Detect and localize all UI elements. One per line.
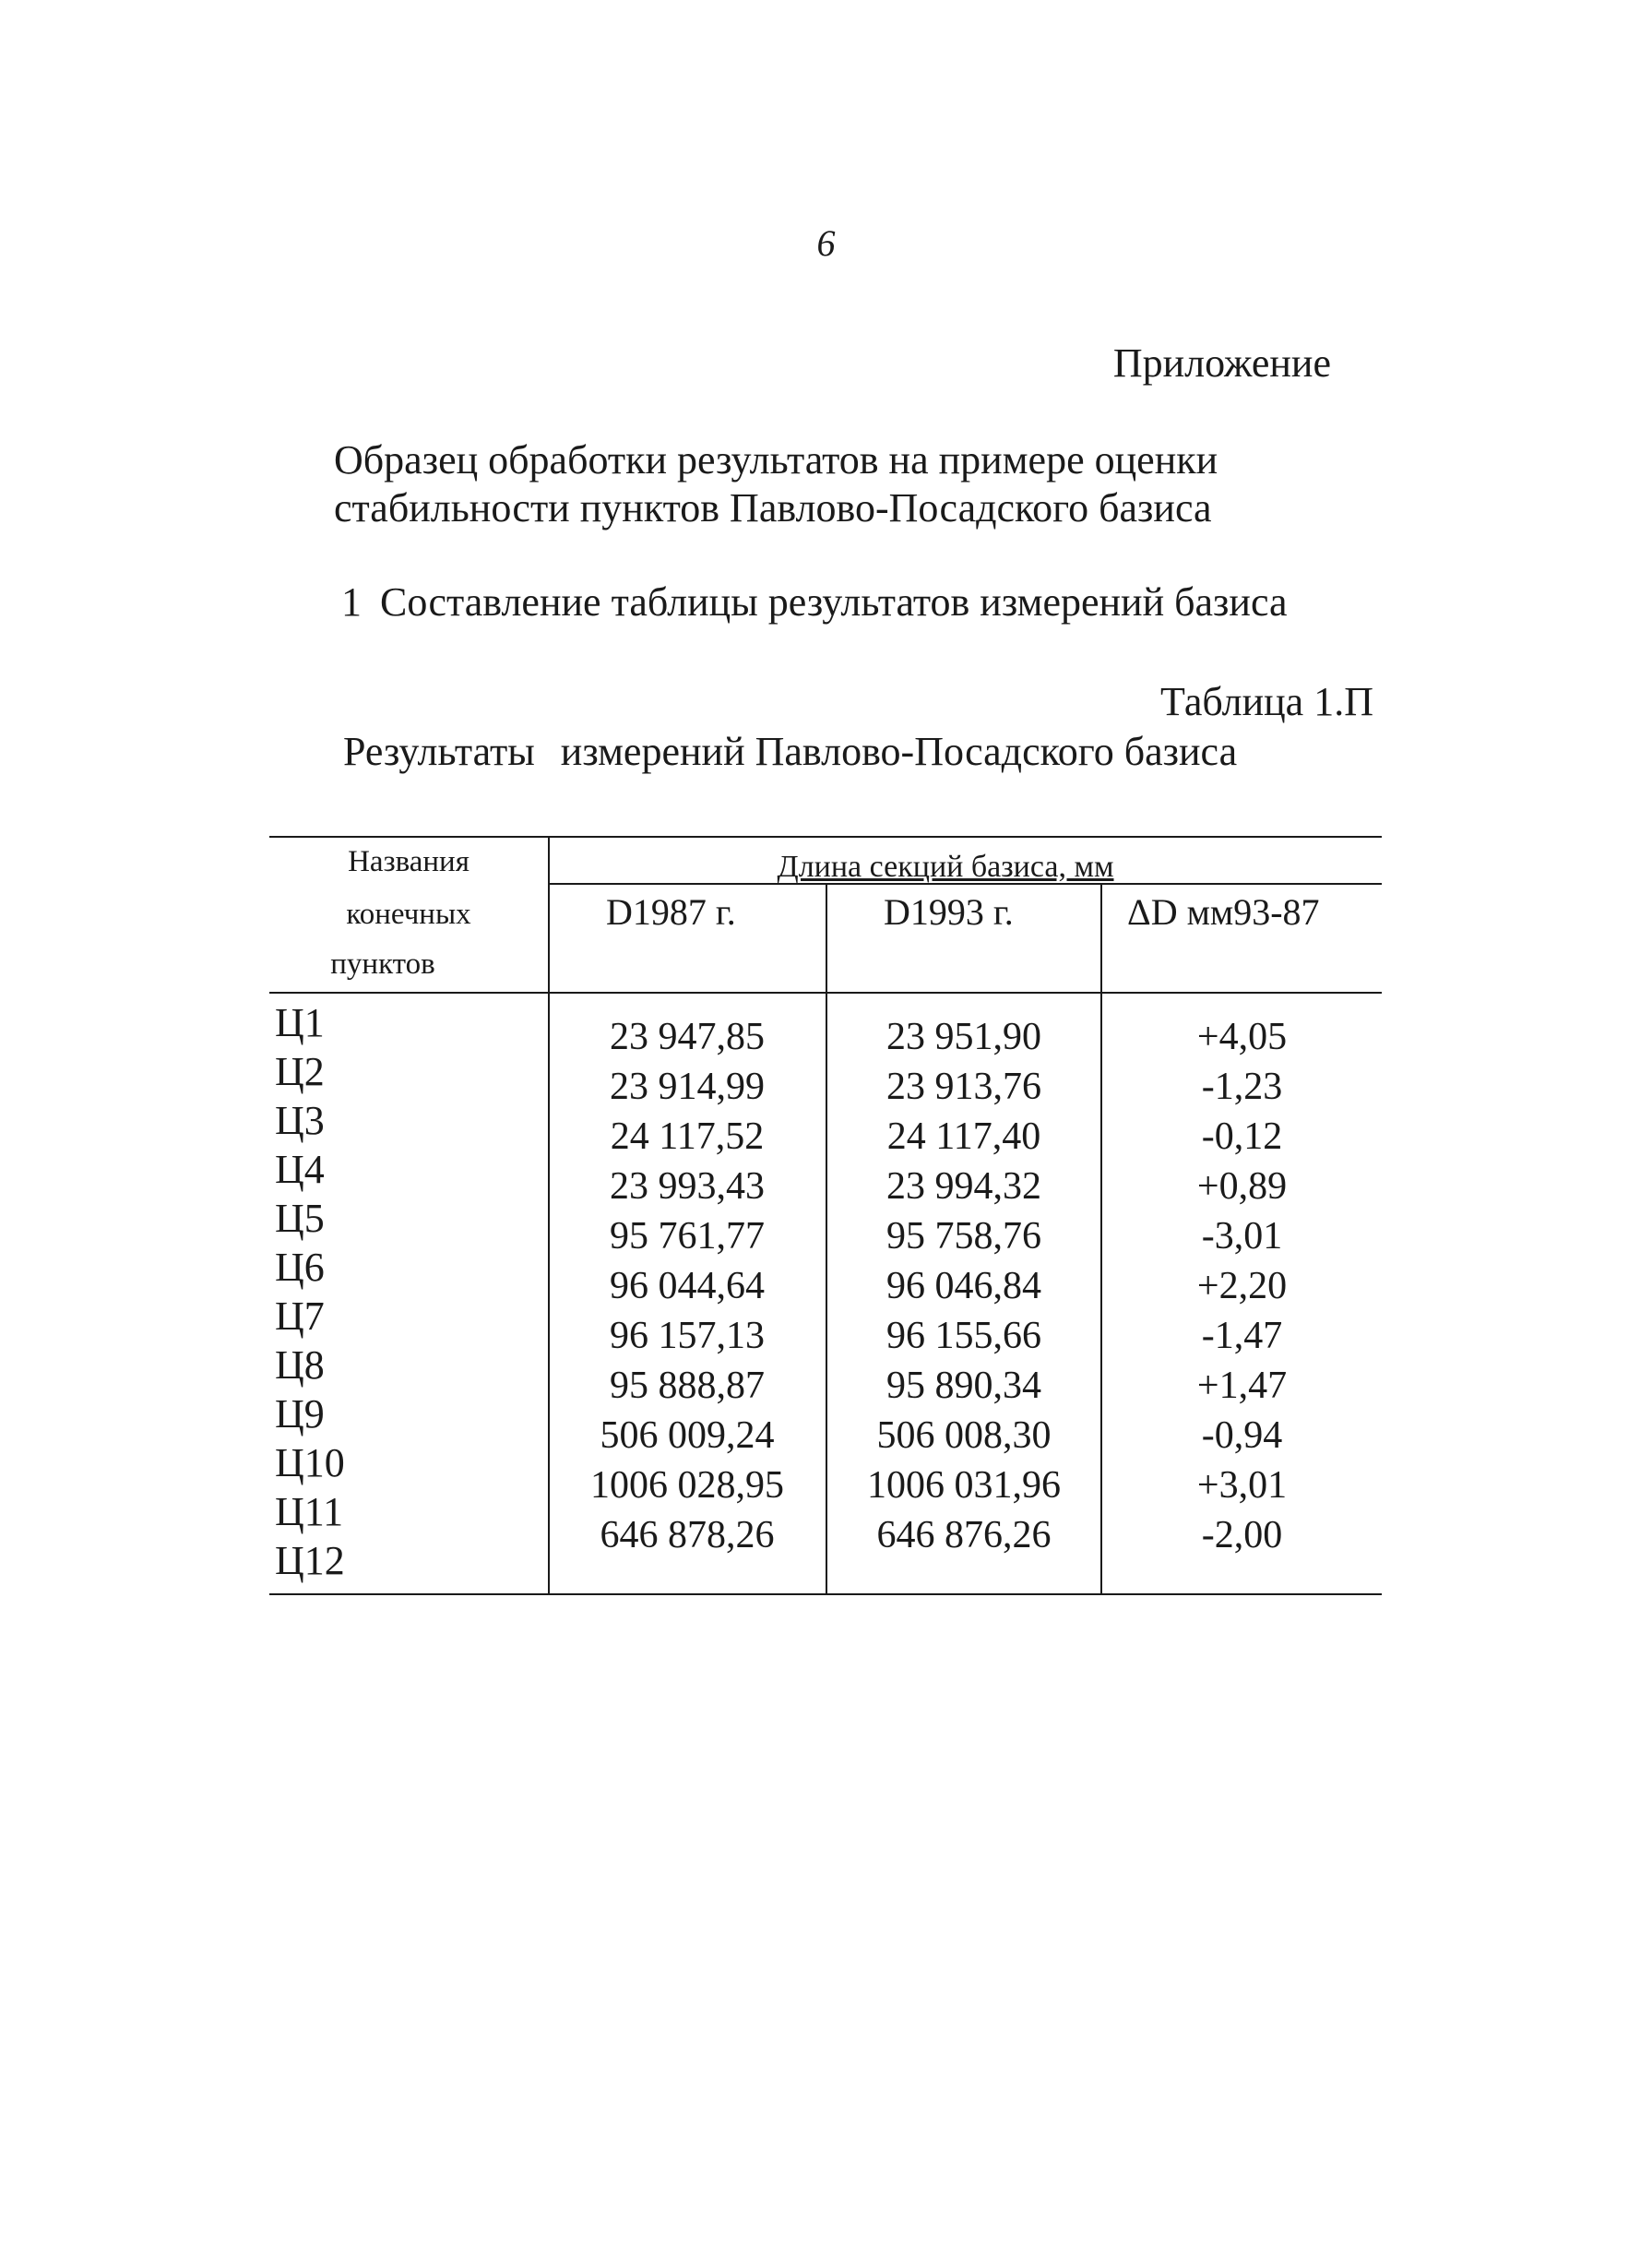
point-name: Ц6	[275, 1245, 325, 1290]
cell-d1993: 95 758,76	[886, 1215, 1041, 1258]
point-name: Ц1	[275, 1000, 325, 1045]
cell-d1987: 506 009,24	[600, 1414, 775, 1457]
section-title: Составление таблицы результатов измерений базиса	[380, 579, 1288, 625]
page-number: 6	[816, 222, 836, 264]
section-heading	[341, 578, 1288, 626]
cell-d1987: 23 993,43	[610, 1165, 765, 1208]
cell-delta: -0,94	[1201, 1414, 1283, 1457]
header-names-line-2: конечных	[346, 898, 471, 931]
section-number: 1	[341, 579, 362, 625]
header-group-label: Длина секций базиса, мм	[777, 850, 1114, 884]
appendix-label: Приложение	[1112, 340, 1331, 386]
point-name: Ц5	[275, 1196, 325, 1241]
cell-delta: -1,23	[1201, 1066, 1283, 1108]
cell-d1993: 646 876,26	[876, 1514, 1052, 1556]
point-name: Ц8	[275, 1342, 325, 1388]
cell-d1993: 506 008,30	[876, 1414, 1052, 1457]
header-d1987: D1987 г.	[606, 891, 736, 933]
point-name: Ц10	[275, 1440, 345, 1485]
cell-d1987: 96 044,64	[610, 1265, 765, 1307]
cell-d1993: 1006 031,96	[867, 1464, 1061, 1507]
cell-d1987: 1006 028,95	[590, 1464, 784, 1507]
header-d1993: D1993 г.	[884, 891, 1014, 933]
table-title	[343, 728, 1237, 775]
point-name: Ц3	[275, 1098, 325, 1143]
header-delta: ΔD мм93-87	[1127, 891, 1320, 933]
cell-d1987: 646 878,26	[600, 1514, 775, 1556]
cell-delta: +2,20	[1196, 1265, 1288, 1307]
cell-d1987: 96 157,13	[610, 1315, 765, 1357]
point-name: Ц9	[275, 1391, 325, 1436]
cell-delta: +0,89	[1196, 1165, 1288, 1208]
document-title-line-1: Образец обработки результатов на примере оценки	[334, 437, 1218, 483]
point-name: Ц2	[275, 1049, 325, 1094]
header-names-line-1: Названия	[348, 845, 469, 878]
cell-delta: -1,47	[1201, 1315, 1283, 1357]
table-label: Таблица 1.П	[1160, 679, 1373, 724]
cell-d1987: 95 888,87	[610, 1365, 765, 1407]
cell-delta: -3,01	[1201, 1215, 1283, 1258]
cell-delta: +1,47	[1196, 1365, 1288, 1407]
table-title-rest: измерений Павлово-Посадского базиса	[560, 729, 1238, 774]
point-name: Ц12	[275, 1538, 345, 1583]
point-name: Ц11	[275, 1489, 344, 1534]
cell-d1993: 23 913,76	[886, 1066, 1041, 1108]
cell-d1993: 23 951,90	[886, 1016, 1041, 1058]
cell-d1987: 23 947,85	[610, 1016, 765, 1058]
cell-d1993: 95 890,34	[886, 1365, 1041, 1407]
table-top-rule	[269, 836, 1382, 838]
cell-d1987: 24 117,52	[610, 1115, 765, 1158]
cell-delta: +3,01	[1196, 1464, 1288, 1507]
point-name: Ц7	[275, 1293, 325, 1339]
cell-d1993: 96 155,66	[886, 1315, 1041, 1357]
point-name: Ц4	[275, 1147, 325, 1192]
document-title-line-2: стабильности пунктов Павлово-Посадского базиса	[334, 485, 1212, 530]
cell-delta: -0,12	[1201, 1115, 1283, 1158]
cell-d1987: 95 761,77	[610, 1215, 765, 1258]
cell-delta: -2,00	[1201, 1514, 1283, 1556]
cell-d1993: 24 117,40	[886, 1115, 1041, 1158]
header-names-line-3: пунктов	[330, 948, 435, 981]
cell-d1993: 23 994,32	[886, 1165, 1041, 1208]
cell-d1993: 96 046,84	[886, 1265, 1041, 1307]
table-title-word-1: Результаты	[343, 729, 535, 774]
cell-delta: +4,05	[1196, 1016, 1288, 1058]
cell-d1987: 23 914,99	[610, 1066, 765, 1108]
